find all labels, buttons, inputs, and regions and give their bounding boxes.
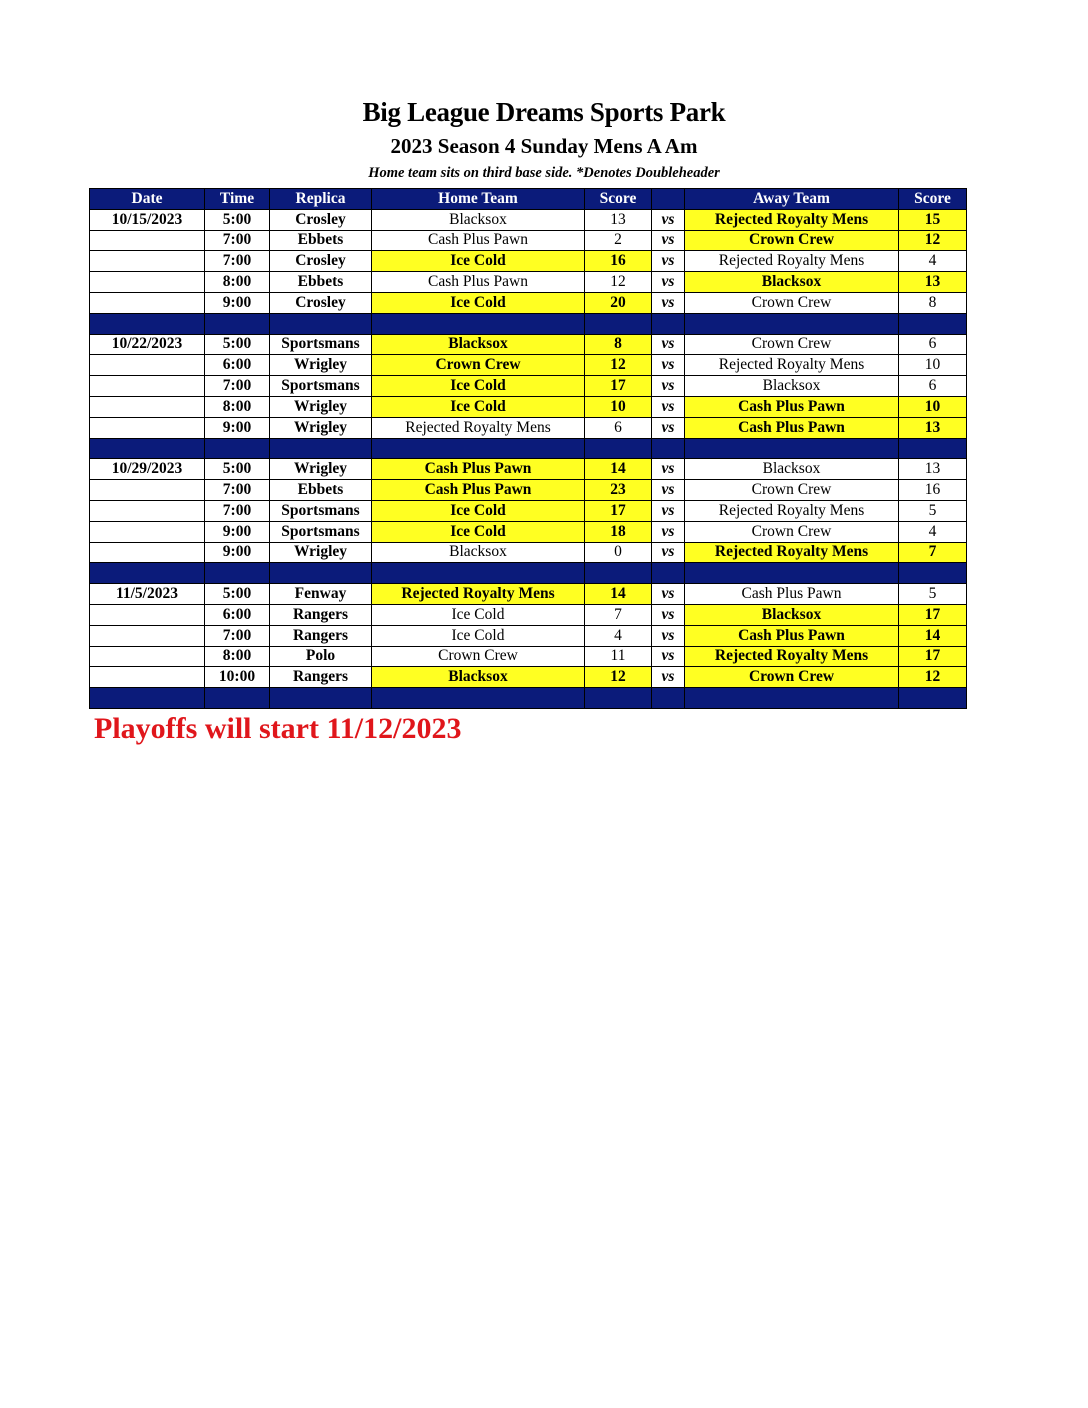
away-score: 12 (899, 230, 967, 251)
separator-cell (270, 438, 372, 459)
away-score: 13 (899, 272, 967, 293)
game-row (90, 521, 967, 542)
game-row (90, 396, 967, 417)
game-date (90, 230, 205, 251)
vs-label: vs (652, 667, 685, 688)
game-date (90, 542, 205, 563)
game-time: 5:00 (205, 459, 270, 480)
away-team: Cash Plus Pawn (685, 417, 899, 438)
game-row (90, 667, 967, 688)
doubleheader-note: Home team sits on third base side. *Denotes Doubleheader (368, 165, 720, 181)
game-replica: Ebbets (270, 272, 372, 293)
col-header-replica: Replica (270, 189, 372, 210)
game-row (90, 376, 967, 397)
home-score: 4 (585, 625, 652, 646)
home-score: 12 (585, 667, 652, 688)
vs-label: vs (652, 604, 685, 625)
game-date (90, 521, 205, 542)
away-score: 6 (899, 376, 967, 397)
week-separator-row (90, 563, 967, 584)
game-date (90, 376, 205, 397)
away-team: Crown Crew (685, 334, 899, 355)
home-team: Ice Cold (372, 376, 585, 397)
game-replica: Wrigley (270, 417, 372, 438)
home-score: 18 (585, 521, 652, 542)
game-row (90, 584, 967, 605)
game-replica: Rangers (270, 604, 372, 625)
away-score: 5 (899, 500, 967, 521)
away-score: 15 (899, 209, 967, 230)
away-team: Cash Plus Pawn (685, 584, 899, 605)
game-row (90, 542, 967, 563)
vs-label: vs (652, 417, 685, 438)
home-score: 23 (585, 480, 652, 501)
game-replica: Polo (270, 646, 372, 667)
away-team: Blacksox (685, 272, 899, 293)
week-separator-row (90, 688, 967, 709)
game-date (90, 500, 205, 521)
col-header-home-score: Score (585, 189, 652, 210)
game-replica: Crosley (270, 292, 372, 313)
vs-label: vs (652, 292, 685, 313)
separator-cell (685, 688, 899, 709)
away-score: 7 (899, 542, 967, 563)
home-team: Crown Crew (372, 646, 585, 667)
game-replica: Crosley (270, 209, 372, 230)
separator-cell (899, 563, 967, 584)
game-date (90, 604, 205, 625)
game-row (90, 272, 967, 293)
page-subtitle: 2023 Season 4 Sunday Mens A Am (390, 134, 698, 158)
separator-cell (205, 438, 270, 459)
separator-cell (372, 688, 585, 709)
vs-label: vs (652, 500, 685, 521)
separator-cell (899, 438, 967, 459)
separator-cell (90, 438, 205, 459)
vs-label: vs (652, 521, 685, 542)
home-team: Cash Plus Pawn (372, 230, 585, 251)
vs-label: vs (652, 251, 685, 272)
home-team: Ice Cold (372, 292, 585, 313)
home-team: Cash Plus Pawn (372, 272, 585, 293)
game-replica: Sportsmans (270, 334, 372, 355)
schedule-header-row (90, 189, 967, 210)
game-time: 10:00 (205, 667, 270, 688)
separator-cell (90, 688, 205, 709)
vs-label: vs (652, 376, 685, 397)
game-replica: Wrigley (270, 396, 372, 417)
vs-label: vs (652, 272, 685, 293)
game-time: 7:00 (205, 500, 270, 521)
home-team: Ice Cold (372, 521, 585, 542)
game-time: 7:00 (205, 625, 270, 646)
separator-cell (372, 563, 585, 584)
game-time: 6:00 (205, 355, 270, 376)
away-team: Blacksox (685, 376, 899, 397)
separator-cell (685, 438, 899, 459)
vs-label: vs (652, 542, 685, 563)
vs-label: vs (652, 584, 685, 605)
home-score: 14 (585, 459, 652, 480)
separator-cell (652, 438, 685, 459)
game-date (90, 396, 205, 417)
away-team: Blacksox (685, 604, 899, 625)
game-time: 8:00 (205, 272, 270, 293)
away-score: 8 (899, 292, 967, 313)
col-header-vs (652, 189, 685, 210)
game-replica: Ebbets (270, 480, 372, 501)
game-date (90, 625, 205, 646)
game-replica: Crosley (270, 251, 372, 272)
game-replica: Wrigley (270, 355, 372, 376)
game-row (90, 625, 967, 646)
away-score: 13 (899, 459, 967, 480)
game-replica: Rangers (270, 625, 372, 646)
away-team: Crown Crew (685, 521, 899, 542)
game-time: 9:00 (205, 417, 270, 438)
home-team: Ice Cold (372, 604, 585, 625)
separator-cell (899, 313, 967, 334)
game-date: 10/29/2023 (90, 459, 205, 480)
away-score: 5 (899, 584, 967, 605)
game-row (90, 646, 967, 667)
game-time: 9:00 (205, 521, 270, 542)
game-time: 5:00 (205, 584, 270, 605)
away-score: 4 (899, 251, 967, 272)
schedule-body (90, 209, 967, 708)
game-row (90, 500, 967, 521)
vs-label: vs (652, 459, 685, 480)
away-team: Crown Crew (685, 480, 899, 501)
home-team: Blacksox (372, 667, 585, 688)
game-time: 5:00 (205, 334, 270, 355)
separator-cell (685, 563, 899, 584)
home-team: Cash Plus Pawn (372, 459, 585, 480)
game-date (90, 251, 205, 272)
vs-label: vs (652, 209, 685, 230)
home-score: 10 (585, 396, 652, 417)
game-date: 10/22/2023 (90, 334, 205, 355)
home-team: Ice Cold (372, 396, 585, 417)
separator-cell (652, 313, 685, 334)
home-score: 12 (585, 355, 652, 376)
game-replica: Fenway (270, 584, 372, 605)
away-team: Rejected Royalty Mens (685, 500, 899, 521)
home-score: 20 (585, 292, 652, 313)
game-time: 9:00 (205, 292, 270, 313)
separator-cell (205, 313, 270, 334)
game-date (90, 480, 205, 501)
game-row (90, 230, 967, 251)
game-row (90, 459, 967, 480)
home-score: 0 (585, 542, 652, 563)
schedule-table (89, 188, 967, 709)
separator-cell (652, 563, 685, 584)
game-row (90, 355, 967, 376)
away-score: 4 (899, 521, 967, 542)
home-score: 6 (585, 417, 652, 438)
home-team: Cash Plus Pawn (372, 480, 585, 501)
game-time: 7:00 (205, 230, 270, 251)
separator-cell (90, 313, 205, 334)
away-team: Rejected Royalty Mens (685, 542, 899, 563)
home-score: 8 (585, 334, 652, 355)
home-score: 11 (585, 646, 652, 667)
game-replica: Sportsmans (270, 376, 372, 397)
home-score: 16 (585, 251, 652, 272)
game-row (90, 292, 967, 313)
away-team: Crown Crew (685, 230, 899, 251)
home-team: Ice Cold (372, 625, 585, 646)
game-time: 5:00 (205, 209, 270, 230)
vs-label: vs (652, 230, 685, 251)
vs-label: vs (652, 646, 685, 667)
home-team: Blacksox (372, 334, 585, 355)
game-date: 10/15/2023 (90, 209, 205, 230)
separator-cell (585, 563, 652, 584)
game-time: 7:00 (205, 480, 270, 501)
home-score: 2 (585, 230, 652, 251)
game-replica: Sportsmans (270, 521, 372, 542)
playoffs-notice: Playoffs will start 11/12/2023 (94, 712, 462, 745)
game-date (90, 417, 205, 438)
away-score: 10 (899, 355, 967, 376)
away-team: Rejected Royalty Mens (685, 251, 899, 272)
game-row (90, 334, 967, 355)
home-score: 7 (585, 604, 652, 625)
away-team: Rejected Royalty Mens (685, 355, 899, 376)
separator-cell (372, 438, 585, 459)
game-date (90, 667, 205, 688)
vs-label: vs (652, 396, 685, 417)
away-score: 12 (899, 667, 967, 688)
separator-cell (90, 563, 205, 584)
game-date (90, 646, 205, 667)
home-team: Blacksox (372, 209, 585, 230)
separator-cell (899, 688, 967, 709)
game-row (90, 480, 967, 501)
home-team: Crown Crew (372, 355, 585, 376)
away-score: 14 (899, 625, 967, 646)
home-score: 13 (585, 209, 652, 230)
game-replica: Ebbets (270, 230, 372, 251)
game-time: 8:00 (205, 396, 270, 417)
game-replica: Rangers (270, 667, 372, 688)
game-date (90, 272, 205, 293)
separator-cell (205, 688, 270, 709)
col-header-away-team: Away Team (685, 189, 899, 210)
away-team: Crown Crew (685, 292, 899, 313)
col-header-time: Time (205, 189, 270, 210)
home-team: Ice Cold (372, 251, 585, 272)
separator-cell (652, 688, 685, 709)
game-time: 8:00 (205, 646, 270, 667)
away-score: 10 (899, 396, 967, 417)
away-score: 17 (899, 604, 967, 625)
separator-cell (270, 688, 372, 709)
game-row (90, 417, 967, 438)
separator-cell (585, 438, 652, 459)
home-score: 17 (585, 376, 652, 397)
game-row (90, 604, 967, 625)
separator-cell (270, 313, 372, 334)
vs-label: vs (652, 334, 685, 355)
home-team: Rejected Royalty Mens (372, 584, 585, 605)
home-score: 12 (585, 272, 652, 293)
game-time: 6:00 (205, 604, 270, 625)
game-date: 11/5/2023 (90, 584, 205, 605)
game-time: 7:00 (205, 376, 270, 397)
away-team: Rejected Royalty Mens (685, 646, 899, 667)
away-score: 16 (899, 480, 967, 501)
game-date (90, 292, 205, 313)
home-team: Ice Cold (372, 500, 585, 521)
week-separator-row (90, 438, 967, 459)
away-team: Cash Plus Pawn (685, 625, 899, 646)
away-score: 6 (899, 334, 967, 355)
vs-label: vs (652, 625, 685, 646)
separator-cell (585, 313, 652, 334)
game-row (90, 251, 967, 272)
col-header-date: Date (90, 189, 205, 210)
game-time: 7:00 (205, 251, 270, 272)
away-team: Crown Crew (685, 667, 899, 688)
vs-label: vs (652, 355, 685, 376)
home-team: Rejected Royalty Mens (372, 417, 585, 438)
home-score: 17 (585, 500, 652, 521)
game-time: 9:00 (205, 542, 270, 563)
separator-cell (270, 563, 372, 584)
separator-cell (585, 688, 652, 709)
away-team: Cash Plus Pawn (685, 396, 899, 417)
week-separator-row (90, 313, 967, 334)
game-replica: Wrigley (270, 542, 372, 563)
separator-cell (205, 563, 270, 584)
away-score: 17 (899, 646, 967, 667)
game-replica: Wrigley (270, 459, 372, 480)
away-team: Blacksox (685, 459, 899, 480)
away-team: Rejected Royalty Mens (685, 209, 899, 230)
col-header-away-score: Score (899, 189, 967, 210)
page-title: Big League Dreams Sports Park (362, 97, 726, 127)
vs-label: vs (652, 480, 685, 501)
col-header-home-team: Home Team (372, 189, 585, 210)
away-score: 13 (899, 417, 967, 438)
separator-cell (685, 313, 899, 334)
game-row (90, 209, 967, 230)
home-score: 14 (585, 584, 652, 605)
separator-cell (372, 313, 585, 334)
home-team: Blacksox (372, 542, 585, 563)
game-date (90, 355, 205, 376)
game-replica: Sportsmans (270, 500, 372, 521)
